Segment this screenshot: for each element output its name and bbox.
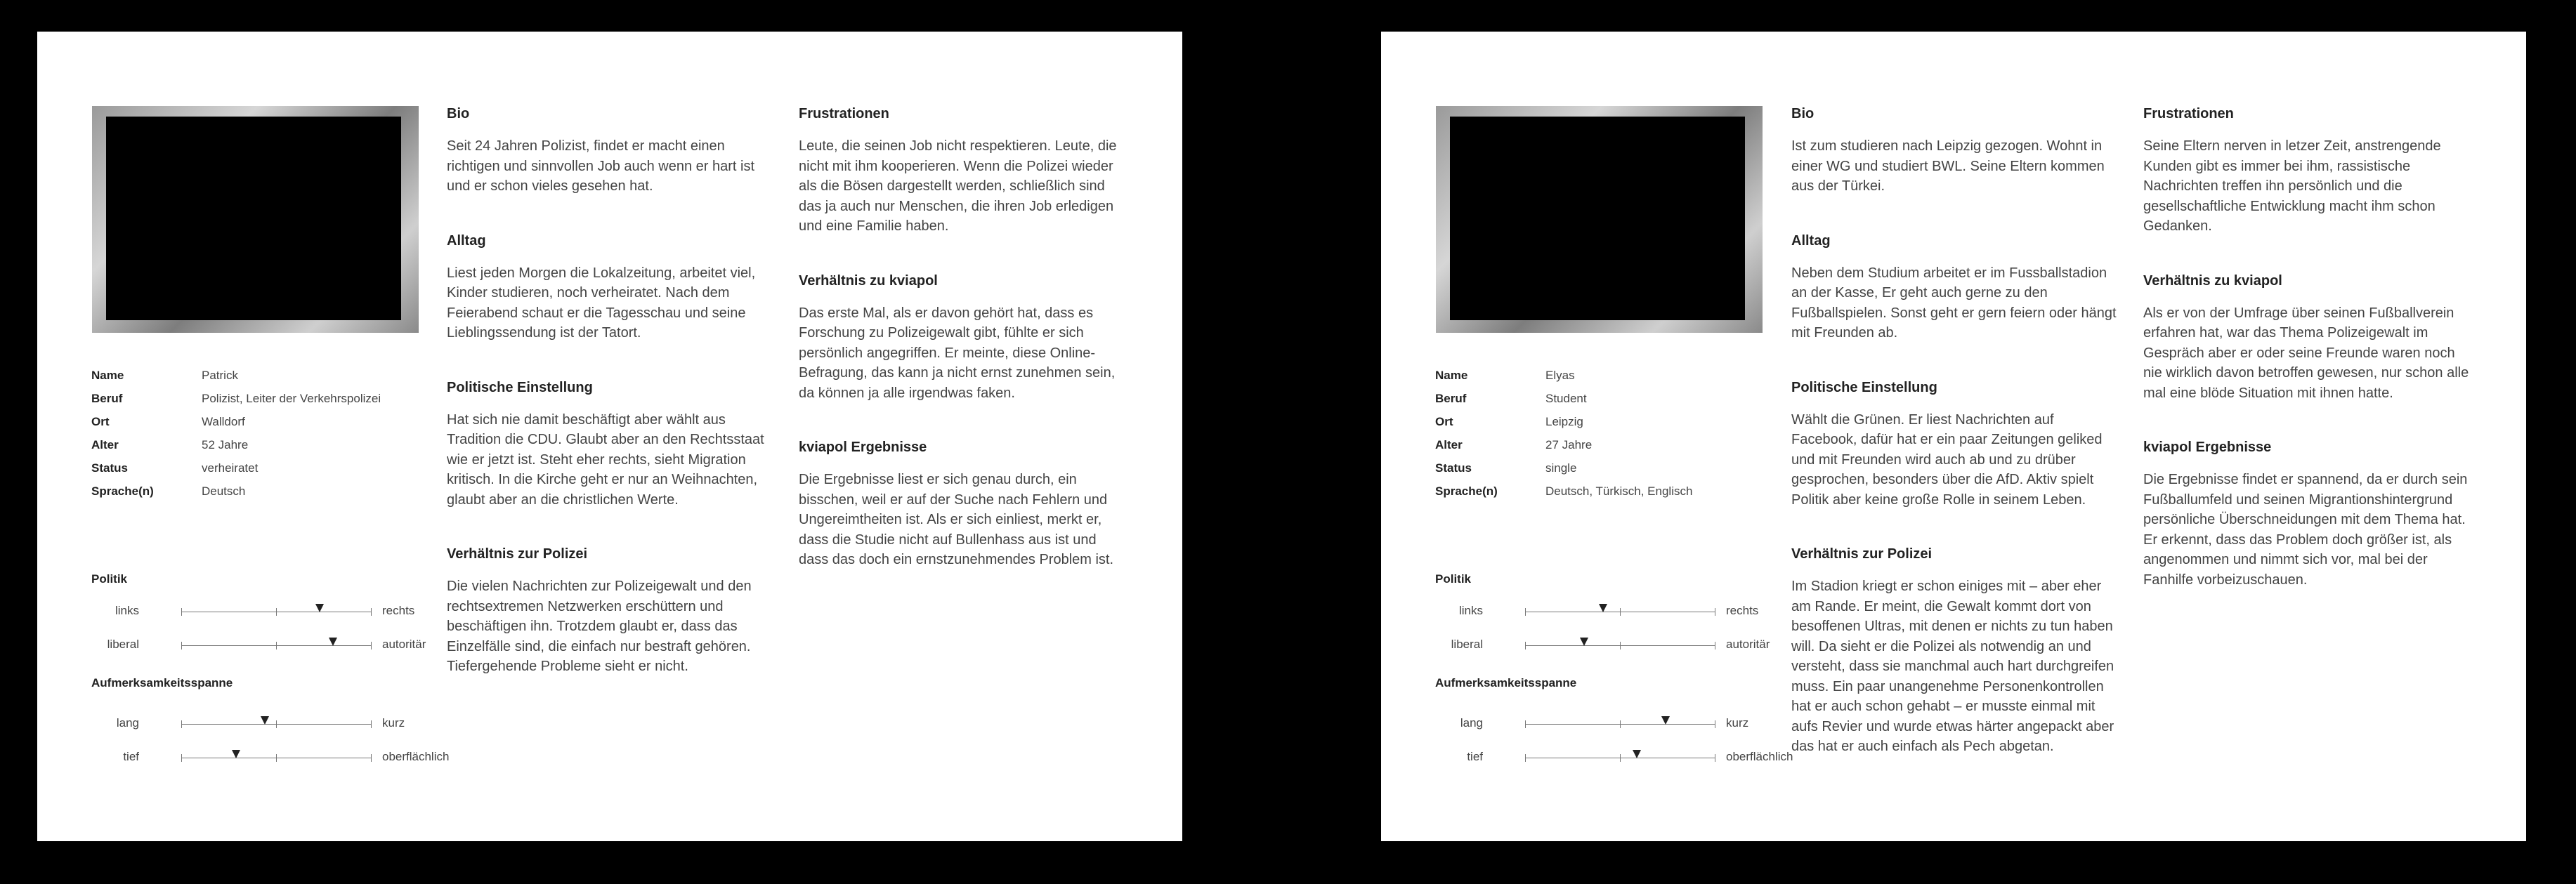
value-ort: Walldorf [202,415,245,428]
scale-right-label: autoritär [1726,638,1770,651]
section-text: Ist zum studieren nach Leipzig gezogen. Wohnt in einer WG und studiert BWL. Seine Eltern kommen aus der Türkei. [1791,138,2105,194]
scale-marker [329,638,337,646]
aufmerksamkeit-heading: Aufmerksamkeitsspanne [91,676,233,690]
value-ort: Leipzig [1545,415,1583,428]
scale-lang-kurz [1435,716,1800,737]
section-verhaeltnis-kviapol [799,273,1129,404]
section-bio [1791,106,2121,197]
scale-marker [1633,750,1641,758]
value-name: Patrick [202,369,238,382]
scale-marker [1580,638,1588,646]
scale-marker [1661,716,1670,725]
persona-card-elyas [1381,32,2526,841]
scale-track [1525,724,1715,725]
label-alter: Alter [1435,438,1463,451]
scale-liberal-autoritaer [1435,638,1800,659]
column-middle [1791,106,2121,793]
label-sprachen: Sprache(n) [91,484,154,498]
scale-left-label: liberal [107,638,139,651]
section-text: Neben dem Studium arbeitet er im Fussballstadion an der Kasse, Er geht auch gerne zu den Fußballspielen. Sonst geht er gern feiern oder hängt mit Freunden ab. [1791,265,2117,341]
scale-right-label: oberflächlich [382,750,450,763]
scale-tief-oberflaechlich [91,750,457,771]
section-kviapol-ergebnisse [799,440,1129,570]
section-text: Im Stadion kriegt er schon einiges mit – aber eher am Rande. Er meint, die Gewalt kommt dort von besoffenen Ultras, mit denen er nichts zu tun haben will. Da sieht er die Polizei als notwendig an und versteht, dass sie manchmal auch hart durchgreifen muss. Ein paar unangenehme Personenkontrollen hat er auch schon gehabt – er musste einmal mit aufs Revier und wurde etwas härter angepackt aber das hat er auch einfach als Pech abgetan. [1791,579,2114,754]
value-name: Elyas [1545,369,1575,382]
section-heading: kviapol Ergebnisse [2143,440,2272,455]
section-verhaeltnis-polizei [1791,546,2121,757]
section-text: Hat sich nie damit beschäftigt aber wählt aus Tradition die CDU. Glaubt aber an den Rechtsstaat wie er jetzt ist. Steht eher rechts, sieht Migration kritisch. In die Kirche geht er nur an Weihnachten, glaubt aber an die christlichen Werte. [447,411,764,508]
persona-info [1435,369,1800,508]
section-text: Das erste Mal, als er davon gehört hat, dass es Forschung zu Polizeigewalt gibt, fühlte er sich persönlich angegriffen. Er meinte, diese Online-Befragung, das kann ja nicht ernst zunehmen sein, da können ja alle irgendwas faken. [799,305,1116,401]
section-heading: Verhältnis zur Polizei [447,546,588,562]
scale-right-label: autoritär [382,638,426,651]
label-name: Name [91,369,124,382]
column-middle [447,106,777,713]
section-verhaeltnis-kviapol [2143,273,2473,404]
scale-left-label: lang [1460,716,1483,730]
value-status: single [1545,461,1577,475]
photo-redaction [106,117,401,320]
scale-tief-oberflaechlich [1435,750,1800,771]
scale-marker [315,604,324,612]
scale-right-label: oberflächlich [1726,750,1793,763]
persona-card-patrick [37,32,1182,841]
scale-track [181,724,371,725]
label-ort: Ort [91,415,110,428]
scale-left-label: tief [1467,750,1483,763]
scale-right-label: kurz [1726,716,1749,730]
section-heading: Politische Einstellung [447,379,593,395]
section-alltag [1791,233,2121,343]
section-text: Wählt die Grünen. Er liest Nachrichten auf Facebook, dafür hat er ein paar Zeitungen geliked und mit Freunden wird auch ab und zu drüber gesprochen, besonders über die AfD. Aktiv spielt Politik aber keine große Rolle in seinem Leben. [1791,411,2103,508]
scale-left-label: liberal [1451,638,1483,651]
section-text: Die vielen Nachrichten zur Polizeigewalt und den rechtsextremen Netzwerken erschüttern und beschäftigen ihn. Trotzdem glaubt er, dass das Einzelfälle sind, die einfach nur bestraft gehören. Tiefergehende Probleme sieht er nicht. [447,579,752,674]
label-status: Status [91,461,128,475]
section-text: Die Ergebnisse liest er sich genau durch, ein bisschen, weil er auf der Suche nach Fehlern und Ungereimtheiten ist. Als er sich einliest, merkt er, dass die Studie nicht auf Bullenhass aus ist und dass das doch ein ernstzunehmendes Problem ist. [799,472,1114,567]
scale-track [1525,645,1715,646]
section-kviapol-ergebnisse [2143,440,2473,590]
section-politische-einstellung [1791,380,2121,510]
scale-right-label: rechts [382,604,415,617]
photo-redaction [1450,117,1745,320]
section-text: Leute, die seinen Job nicht respektieren. Leute, die nicht mit ihm kooperieren. Wenn die Polizei wieder als die Bösen dargestellt werden, schließlich sind das ja auch nur Menschen, die ihren Job erledigen und eine Familie haben. [799,138,1117,234]
scale-links-rechts [1435,604,1800,625]
section-frustrationen [2143,106,2473,237]
scale-marker [261,716,269,725]
label-beruf: Beruf [1435,392,1467,405]
section-bio [447,106,777,197]
label-status: Status [1435,461,1472,475]
section-heading: Verhältnis zu kviapol [799,272,938,289]
section-heading: Alltag [1791,232,1831,249]
scale-links-rechts [91,604,457,625]
section-text: Liest jeden Morgen die Lokalzeitung, arbeitet viel, Kinder studieren, noch verheiratet. Nach dem Feierabend schaut er die Tagesschau und seine Lieblingssendung ist der Tatort. [447,265,756,341]
section-heading: Alltag [447,232,486,249]
scale-left-label: links [115,604,139,617]
value-status: verheiratet [202,461,259,475]
section-heading: Bio [1791,106,1815,121]
value-alter: 27 Jahre [1545,438,1593,451]
value-alter: 52 Jahre [202,438,249,451]
label-ort: Ort [1435,415,1453,428]
scale-lang-kurz [91,716,457,737]
scale-right-label: kurz [382,716,405,730]
section-heading: Politische Einstellung [1791,379,1937,395]
label-sprachen: Sprache(n) [1435,484,1498,498]
label-beruf: Beruf [91,392,123,405]
scale-marker [1599,604,1607,612]
section-text: Als er von der Umfrage über seinen Fußballverein erfahren hat, war das Thema Polizeigewalt im Gespräch aber er oder seine Freunde waren noch nie wirklich davon betroffen gewesen, nur schon alle mal eine blöde Situation mit ihnen hatte. [2143,305,2469,401]
section-verhaeltnis-polizei [447,546,777,677]
section-text: Seine Eltern nerven in letzer Zeit, anstrengende Kunden gibt es immer bei ihm, rassistische Nachrichten treffen ihn persönlich und die gesellschaftliche Entwicklung macht ihm schon Gedanken. [2143,138,2441,234]
value-beruf: Polizist, Leiter der Verkehrspolizei [202,392,381,405]
section-heading: Bio [447,106,470,121]
aufmerksamkeit-heading: Aufmerksamkeitsspanne [1435,676,1577,690]
scale-left-label: links [1458,604,1483,617]
scale-right-label: rechts [1726,604,1759,617]
label-alter: Alter [91,438,119,451]
politik-heading: Politik [91,572,128,586]
section-heading: Verhältnis zu kviapol [2143,272,2282,289]
section-text: Die Ergebnisse findet er spannend, da er durch sein Fußballumfeld und seinen Migrantionshintergrund persönliche Überschneidungen mit dem Thema hat. Er erkennt, dass das Problem doch größer ist, als angenommen und nimmt sich vor, mal bei der Fanhilfe vorbeizuschauen. [2143,472,2468,588]
value-sprachen: Deutsch [202,484,246,498]
column-right [2143,106,2473,626]
section-frustrationen [799,106,1129,237]
section-heading: Verhältnis zur Polizei [1791,546,1933,562]
persona-photo [92,106,419,333]
scale-track [181,645,371,646]
section-text: Seit 24 Jahren Polizist, findet er macht einen richtigen und sinnvollen Job auch wenn er hart ist und er schon vieles gesehen hat. [447,138,755,194]
label-name: Name [1435,369,1468,382]
politik-heading: Politik [1435,572,1472,586]
persona-photo [1436,106,1763,333]
section-heading: kviapol Ergebnisse [799,440,927,455]
section-politische-einstellung [447,380,777,510]
value-sprachen: Deutsch, Türkisch, Englisch [1545,484,1693,498]
scale-liberal-autoritaer [91,638,457,659]
section-alltag [447,233,777,343]
section-heading: Frustrationen [799,106,889,121]
scale-left-label: lang [116,716,139,730]
persona-info [91,369,457,508]
scale-left-label: tief [123,750,139,763]
section-heading: Frustrationen [2143,106,2234,121]
column-right [799,106,1129,607]
scale-marker [232,750,240,758]
value-beruf: Student [1545,392,1587,405]
